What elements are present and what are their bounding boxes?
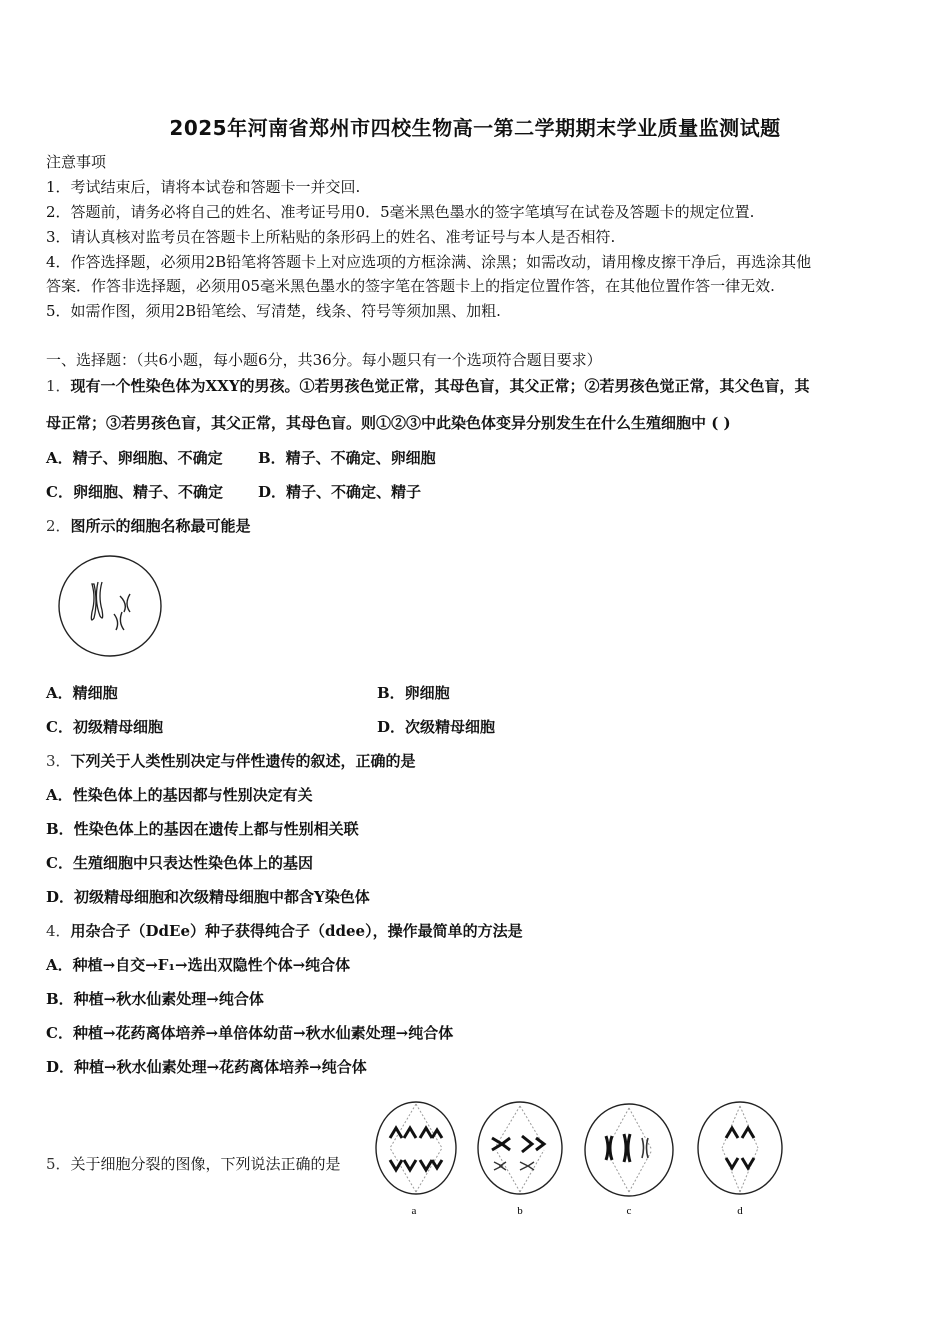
figure-label-a: a (411, 1205, 417, 1217)
cell-figure-d (698, 1102, 782, 1194)
question-1-option-a[interactable]: A．精子、卵细胞、不确定 (46, 449, 223, 467)
question-2-option-d[interactable]: D．次级精母细胞 (377, 718, 496, 736)
question-3-option-b[interactable]: B．性染色体上的基因在遗传上都与性别相关联 (46, 820, 359, 838)
page-title: 2025年河南省郑州市四校生物高一第二学期期末学业质量监测试题 (169, 116, 781, 140)
notice-item: 答案．作答非选择题，必须用05毫米黑色墨水的签字笔在答题卡上的指定位置作答，在其他位置作答一律无效. (46, 277, 775, 295)
notice-item: 4．作答选择题，必须用2B铅笔将答题卡上对应选项的方框涂满、涂黑；如需改动，请用橡皮擦干净后，再选涂其他 (46, 253, 812, 271)
cell-figure-b (478, 1102, 562, 1194)
question-3-line (46, 751, 416, 771)
figure-label-b: b (517, 1205, 523, 1217)
question-1-number: 1． (46, 377, 71, 395)
question-4-option-a[interactable]: A．种植→自交→F₁→选出双隐性个体→纯合体 (46, 956, 351, 974)
question-3-option-a[interactable]: A．性染色体上的基因都与性别决定有关 (46, 786, 313, 804)
question-5-stem: 关于细胞分裂的图像，下列说法正确的是 (70, 1155, 341, 1173)
notice-item: 2．答题前，请务必将自己的姓名、准考证号用0．5毫米黑色墨水的签字笔填写在试卷及答题卡的规定位置. (46, 203, 755, 221)
question-3-option-d[interactable]: D．初级精母细胞和次级精母细胞中都含Y染色体 (46, 888, 370, 906)
question-4-option-b[interactable]: B．种植→秋水仙素处理→纯合体 (46, 990, 264, 1008)
question-2-stem: 图所示的细胞名称最可能是 (70, 517, 251, 535)
question-2-option-a[interactable]: A．精细胞 (46, 684, 118, 702)
figure-label-d: d (737, 1205, 743, 1217)
question-4-option-d[interactable]: D．种植→秋水仙素处理→花药离体培养→纯合体 (46, 1058, 367, 1076)
question-2-line (46, 516, 251, 536)
question-2-number: 2． (46, 517, 71, 535)
question-3-stem: 下列关于人类性别决定与伴性遗传的叙述，正确的是 (70, 752, 416, 770)
notice-item: 3．请认真核对监考员在答题卡上所粘贴的条形码上的姓名、准考证号与本人是否相符. (46, 228, 616, 246)
question-2-option-b[interactable]: B．卵细胞 (377, 684, 450, 702)
cell-figure-a (376, 1102, 456, 1194)
question-1-line1 (46, 376, 810, 396)
question-1-option-c[interactable]: C．卵细胞、精子、不确定 (46, 483, 223, 501)
question-4-number: 4． (46, 922, 71, 940)
question-1-option-b[interactable]: B．精子、不确定、卵细胞 (258, 449, 436, 467)
notice-heading: 注意事项 (46, 153, 107, 171)
question-4-line (46, 921, 523, 941)
question-3-option-c[interactable]: C．生殖细胞中只表达性染色体上的基因 (46, 854, 313, 872)
question-4-option-c[interactable]: C．种植→花药离体培养→单倍体幼苗→秋水仙素处理→纯合体 (46, 1024, 454, 1042)
notice-item: 5．如需作图，须用2B铅笔绘、写清楚，线条、符号等须加黑、加粗. (46, 302, 501, 320)
question-5-line (46, 1154, 341, 1174)
notice-item: 1．考试结束后，请将本试卷和答题卡一并交回. (46, 178, 361, 196)
question-1-option-d[interactable]: D．精子、不确定、精子 (258, 483, 422, 501)
cell-division-figures (370, 1098, 790, 1220)
cell-figure-c (585, 1104, 673, 1196)
question-5-number: 5． (46, 1155, 71, 1173)
question-3-number: 3． (46, 752, 71, 770)
question-4-stem: 用杂合子（DdEe）种子获得纯合子（ddee），操作最简单的方法是 (70, 922, 523, 940)
figure-label-c: c (626, 1205, 632, 1217)
question-2-option-c[interactable]: C．初级精母细胞 (46, 718, 163, 736)
question-1-stem: 现有一个性染色体为XXY的男孩。①若男孩色觉正常，其母色盲，其父正常；②若男孩色觉正常，其父色盲，其 (70, 377, 810, 395)
question-1-line2: 母正常；③若男孩色盲，其父正常，其母色盲。则①②③中此染色体变异分别发生在什么生殖细胞中 ( ) (46, 414, 731, 432)
cell-figure (54, 552, 166, 660)
section-heading: 一、选择题：（共6小题，每小题6分，共36分。每小题只有一个选项符合题目要求） (46, 351, 602, 369)
